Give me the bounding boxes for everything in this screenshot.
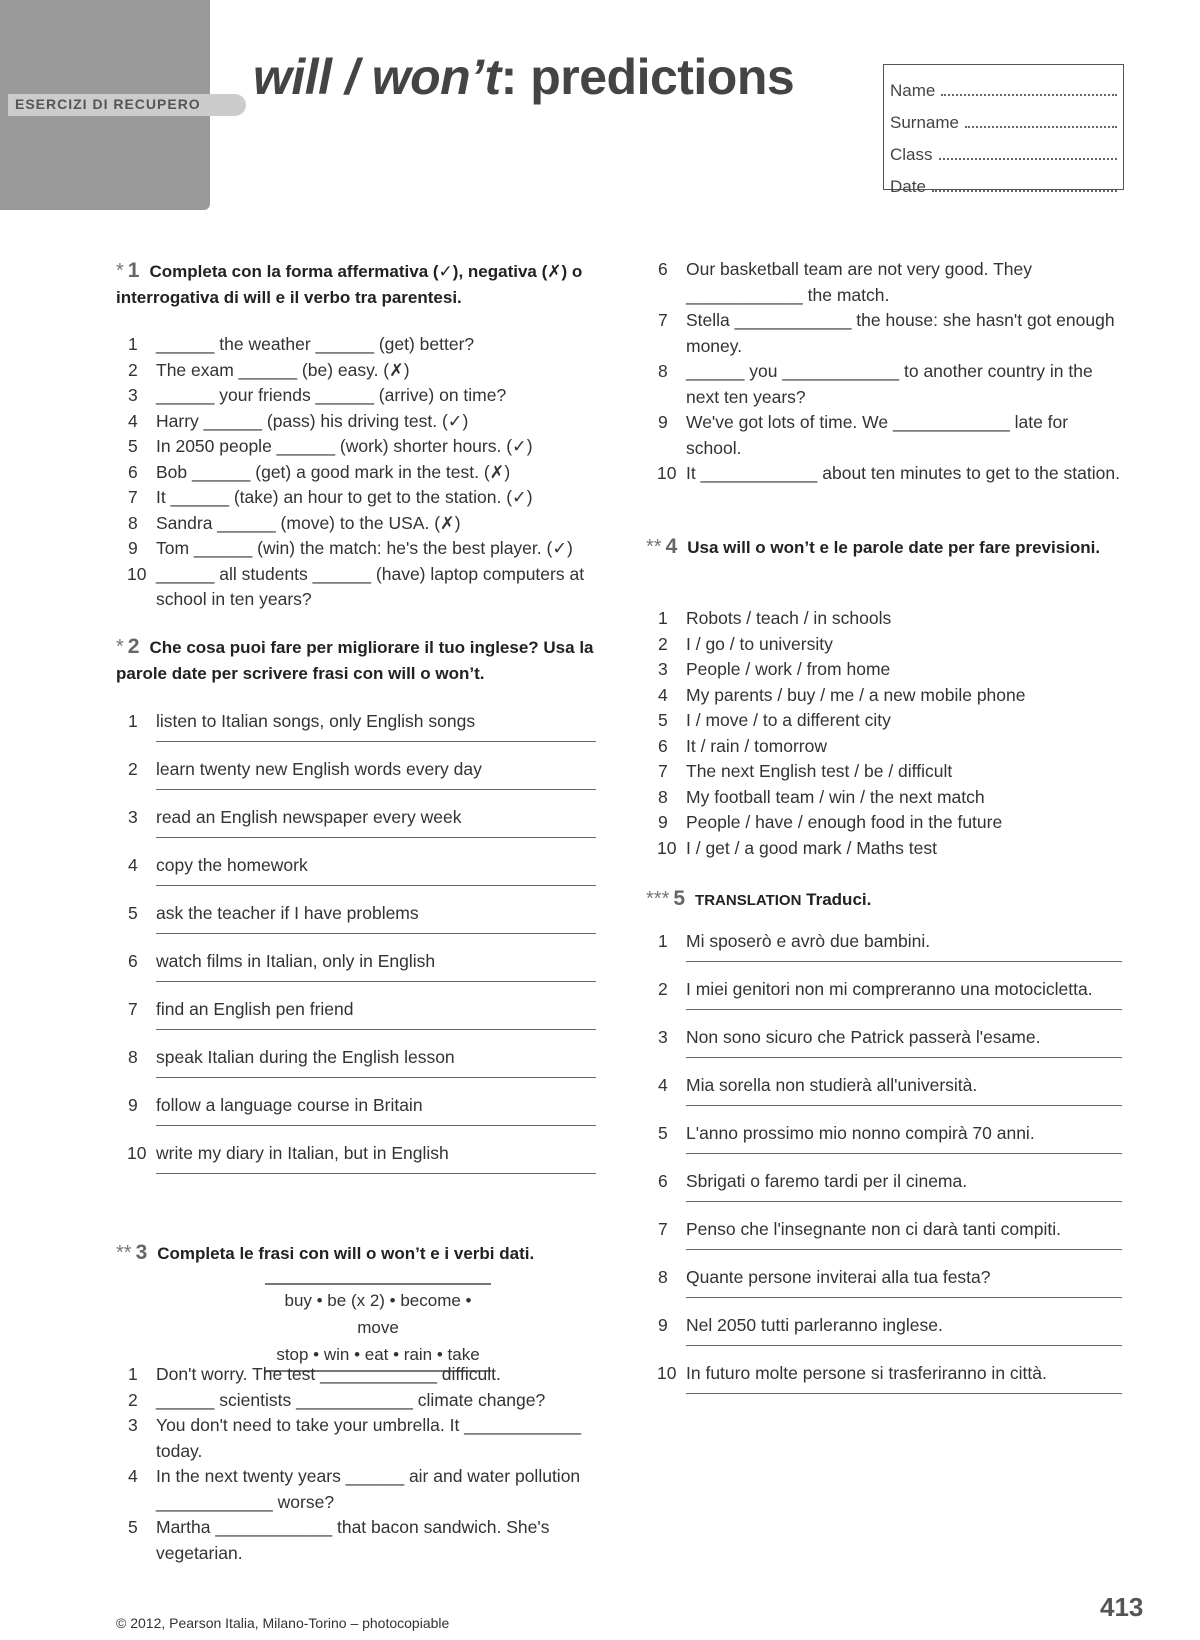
list-item: 8 speak Italian during the English lesson (128, 1047, 455, 1067)
word-box-line: stop • win • eat • rain • take (276, 1345, 480, 1364)
student-info-box (883, 64, 1124, 196)
list-item: 7 The next English test / be / difficult (658, 761, 953, 781)
answer-line[interactable] (156, 884, 596, 886)
word-box (265, 1283, 491, 1372)
list-item: 9 Tom ______ (win) the match: he's the best player. (✓) (128, 538, 573, 558)
exercise-instruction: Traduci. (801, 890, 872, 909)
exercise-number: 1 (127, 259, 140, 282)
list-item: 9 We've got lots of time. We ____________ late for school. (658, 412, 1069, 458)
exercise-2-list (116, 708, 596, 1188)
answer-line[interactable] (156, 1028, 596, 1030)
word-box-line: buy • be (x 2) • become • move (284, 1291, 472, 1337)
list-item: 2 ______ scientists ____________ climate change? (128, 1389, 546, 1410)
answer-line[interactable] (156, 836, 596, 838)
answer-line[interactable] (156, 1124, 596, 1126)
exercise-1-heading (116, 258, 600, 311)
answer-line[interactable] (156, 788, 596, 790)
list-item: 9 follow a language course in Britain (128, 1095, 423, 1115)
list-item: 2 I miei genitori non mi compreranno una motocicletta. (658, 979, 1093, 999)
exercise-number: 3 (135, 1241, 148, 1264)
exercise-5-list (646, 928, 1122, 1408)
difficulty-stars: * (116, 636, 124, 658)
list-item: 5 I / move / to a different city (658, 710, 891, 730)
difficulty-stars: * (116, 260, 124, 282)
answer-line[interactable] (156, 1172, 596, 1174)
list-item: 10 write my diary in Italian, but in English (127, 1143, 449, 1163)
list-item: 8 Sandra ______ (move) to the USA. (✗) (128, 512, 461, 533)
surname-field[interactable]: Surname (890, 101, 1117, 133)
list-item: 10 ______ all students ______ (have) laptop computers at school in ten years? (127, 563, 585, 609)
exercise-4-heading (646, 534, 1126, 561)
answer-line[interactable] (686, 1200, 1122, 1202)
list-item: 2 learn twenty new English words every day (128, 759, 482, 779)
list-item: 5 ask the teacher if I have problems (128, 903, 419, 923)
list-item: 6 Bob ______ (get) a good mark in the test. (✗) (128, 461, 511, 482)
list-item: 3 You don't need to take your umbrella. It ____________ today. (128, 1415, 581, 1461)
exercise-1-list (116, 332, 606, 613)
answer-line[interactable] (156, 740, 596, 742)
page-number: 413 (1100, 1592, 1144, 1622)
list-item: 5 L'anno prossimo mio nonno compirà 70 anni. (658, 1123, 1035, 1143)
list-item: 6 watch films in Italian, only in English (128, 951, 436, 971)
list-item: 5 Martha ____________ that bacon sandwich. She's vegetarian. (128, 1517, 550, 1563)
answer-line[interactable] (686, 1248, 1122, 1250)
list-item: 5 In 2050 people ______ (work) shorter hours. (✓) (128, 436, 533, 456)
list-item: 7 It ______ (take) an hour to get to the station. (✓) (128, 487, 533, 507)
answer-line[interactable] (156, 932, 596, 934)
list-item: 4 Mia sorella non studierà all'università. (658, 1075, 978, 1095)
name-field[interactable]: Name (890, 69, 1117, 101)
list-item: 1 Don't worry. The test ____________ difficult. (128, 1364, 501, 1384)
answer-line[interactable] (686, 1296, 1122, 1298)
exercise-2-heading (116, 634, 600, 687)
exercise-4-list (646, 606, 1126, 861)
exercise-3-continued-list (646, 257, 1126, 487)
list-item: 2 I / go / to university (658, 633, 833, 654)
answer-line[interactable] (686, 1056, 1122, 1058)
list-item: 3 ______ your friends ______ (arrive) on time? (128, 385, 507, 405)
difficulty-stars: ** (646, 536, 662, 558)
list-item: 1 Robots / teach / in schools (658, 608, 892, 628)
answer-line[interactable] (686, 960, 1122, 962)
list-item: 4 My parents / buy / me / a new mobile phone (658, 684, 1026, 705)
date-field[interactable]: Date (890, 165, 1117, 197)
exercise-instruction: Completa con la forma affermativa (✓), negativa (✗) o interrogativa di will e il verbo tra parentesi. (116, 262, 583, 307)
list-item: 7 Penso che l'insegnante non ci darà tanti compiti. (658, 1219, 1061, 1239)
exercise-instruction-bold: TRANSLATION (695, 892, 802, 909)
list-item: 8 Quante persone inviterai alla tua festa? (658, 1267, 991, 1287)
copyright-notice: © 2012, Pearson Italia, Milano-Torino – photocopiable (116, 1615, 450, 1631)
exercise-number: 4 (665, 535, 678, 558)
page-title (253, 48, 794, 106)
list-item: 7 Stella ____________ the house: she hasn't got enough money. (658, 310, 1115, 356)
exercise-instruction: Che cosa puoi fare per migliorare il tuo inglese? Usa la parole date per scrivere frasi con will o won’t. (116, 638, 594, 683)
list-item: 4 In the next twenty years ______ air and water pollution ____________ worse? (128, 1466, 581, 1512)
answer-line[interactable] (686, 1008, 1122, 1010)
exercise-number: 5 (673, 887, 686, 910)
list-item: 1 listen to Italian songs, only English songs (128, 711, 476, 731)
answer-line[interactable] (686, 1344, 1122, 1346)
list-item: 1 Mi sposerò e avrò due bambini. (658, 931, 931, 951)
answer-line[interactable] (156, 1076, 596, 1078)
answer-line[interactable] (156, 980, 596, 982)
class-field[interactable]: Class (890, 133, 1117, 165)
list-item: 8 ______ you ____________ to another country in the next ten years? (658, 361, 1093, 407)
list-item: 3 Non sono sicuro che Patrick passerà l'esame. (658, 1027, 1041, 1047)
exercise-number: 2 (127, 635, 140, 658)
title-rest: : predictions (500, 49, 795, 105)
exercise-5-heading (646, 886, 1126, 914)
list-item: 10 I / get / a good mark / Maths test (657, 837, 937, 858)
exercise-instruction: Completa le frasi con will o won’t e i verbi dati. (157, 1244, 535, 1263)
answer-line[interactable] (686, 1104, 1122, 1106)
list-item: 4 copy the homework (128, 855, 308, 875)
exercise-3-list (116, 1362, 586, 1566)
list-item: 2 The exam ______ (be) easy. (✗) (128, 359, 410, 380)
section-label: ESERCIZI DI RECUPERO (15, 96, 201, 112)
list-item: 3 read an English newspaper every week (128, 807, 462, 827)
difficulty-stars: ** (116, 1242, 132, 1264)
list-item: 6 Sbrigati o faremo tardi per il cinema. (658, 1171, 968, 1191)
list-item: 9 People / have / enough food in the future (658, 812, 1003, 832)
list-item: 4 Harry ______ (pass) his driving test. (✓) (128, 410, 469, 431)
difficulty-stars: *** (646, 888, 670, 910)
title-italic: will / won’t (253, 49, 501, 105)
list-item: 10 In futuro molte persone si trasferiranno in città. (657, 1363, 1047, 1383)
list-item: 8 My football team / win / the next match (658, 786, 985, 807)
list-item: 6 It / rain / tomorrow (658, 735, 828, 756)
list-item: 9 Nel 2050 tutti parleranno inglese. (658, 1315, 943, 1335)
exercise-3-heading (116, 1240, 600, 1267)
list-item: 10 It ____________ about ten minutes to get to the station. (657, 463, 1120, 483)
list-item: 1 ______ the weather ______ (get) better? (128, 334, 475, 354)
answer-line[interactable] (686, 1392, 1122, 1394)
list-item: 6 Our basketball team are not very good. They ____________ the match. (658, 259, 1032, 305)
exercise-instruction: Usa will o won’t e le parole date per fare previsioni. (687, 538, 1101, 557)
list-item: 7 find an English pen friend (128, 999, 354, 1019)
answer-line[interactable] (686, 1152, 1122, 1154)
list-item: 3 People / work / from home (658, 659, 891, 679)
